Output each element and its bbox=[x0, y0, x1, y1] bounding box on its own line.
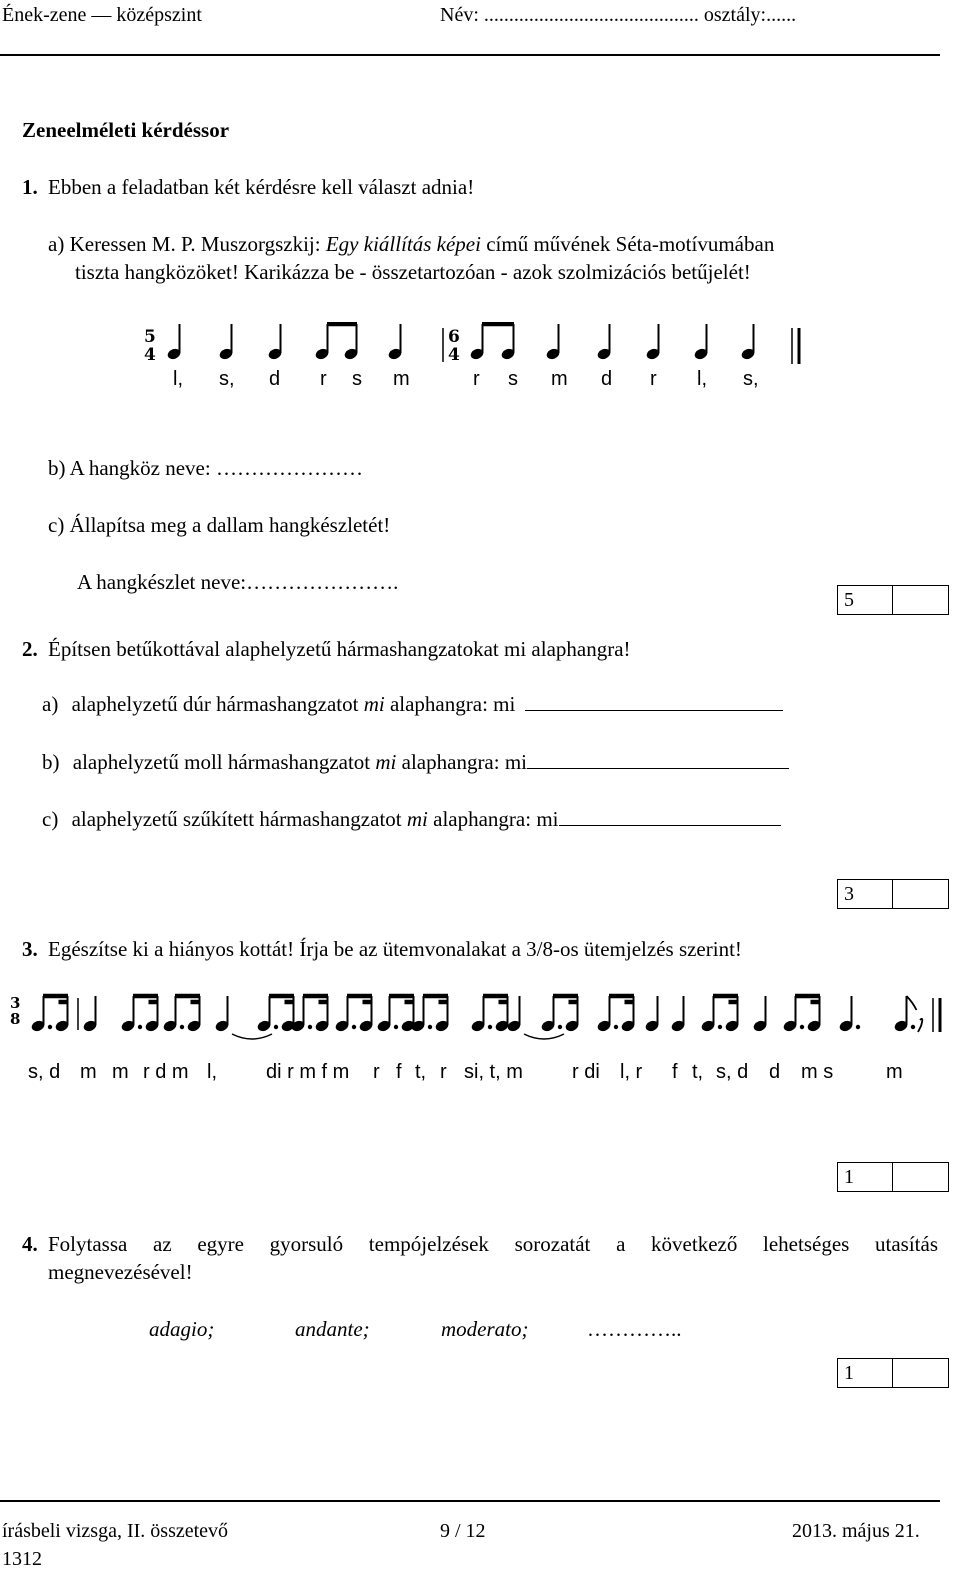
solfege-syllable: t, bbox=[692, 1061, 704, 1083]
eighth-note bbox=[670, 996, 686, 1033]
dotted-eighth-note bbox=[376, 996, 398, 1033]
q2-text: Építsen betűkottával alaphelyzetű hármashangzatokat mi alaphangra! bbox=[48, 637, 631, 661]
solfege-syllable: s, d bbox=[716, 1061, 749, 1083]
quarter-note bbox=[645, 324, 661, 361]
q2a-italic: mi bbox=[363, 692, 385, 716]
q1-timesig2-top: 6 bbox=[448, 327, 460, 347]
score-max-q4: 1 bbox=[838, 1359, 893, 1387]
dotted-eighth-note bbox=[334, 996, 356, 1033]
q3-text: Egészítse ki a hiányos kottát! Írja be az ütemvonalakat a 3/8-os ütemjelzés szerint! bbox=[48, 937, 742, 961]
q1a-work-title: Egy kiállítás képei bbox=[325, 232, 481, 256]
quarter-note bbox=[752, 996, 768, 1033]
score-entry-q1[interactable] bbox=[893, 586, 948, 614]
dotted-eighth-note bbox=[120, 996, 142, 1033]
dotted-eighth-note bbox=[30, 996, 52, 1033]
solfege-syllable[interactable]: s bbox=[352, 368, 362, 390]
solfege-syllable: si, t, m bbox=[464, 1061, 523, 1083]
q1c-dots: …………………. bbox=[246, 570, 399, 594]
q4-text-line1: Folytassa az egyre gyorsuló tempójelzések sorozatát a következő lehetséges utasítás bbox=[48, 1232, 938, 1256]
solfege-syllable[interactable]: r bbox=[650, 368, 657, 390]
q1b-text: b) A hangköz neve: bbox=[48, 456, 216, 480]
quarter-note bbox=[740, 324, 756, 361]
footer-code: 1312 bbox=[2, 1548, 42, 1570]
q1a-line2: tiszta hangközöket! Karikázza be - összetartozóan - azok szolmizációs betűjelét! bbox=[75, 260, 751, 284]
q1a-line1 bbox=[48, 232, 774, 257]
q3-number: 3. bbox=[22, 937, 38, 961]
tie bbox=[524, 1034, 564, 1039]
q2c-answer-line[interactable] bbox=[559, 807, 781, 826]
score-entry-q2[interactable] bbox=[893, 880, 948, 908]
q2c-label: c) bbox=[42, 807, 59, 831]
score-max-q1: 5 bbox=[838, 586, 893, 614]
q2b-answer-line[interactable] bbox=[527, 750, 789, 769]
q1b-dots: ………………… bbox=[215, 456, 363, 480]
q2-number: 2. bbox=[22, 637, 38, 661]
dotted-eighth-note bbox=[893, 996, 916, 1033]
solfege-syllable[interactable]: d bbox=[601, 368, 613, 390]
solfege-syllable: r bbox=[373, 1061, 380, 1083]
quarter-note bbox=[545, 324, 561, 361]
footer-right: 2013. május 21. bbox=[792, 1520, 920, 1542]
q4-tempo-2: andante; bbox=[295, 1317, 370, 1341]
q2a-pre: alaphelyzetű dúr hármashangzatot bbox=[71, 692, 364, 716]
q2c-pre: alaphelyzetű szűkített hármashangzatot bbox=[71, 807, 407, 831]
eighth-note bbox=[314, 324, 330, 361]
solfege-syllable: l, r bbox=[620, 1061, 643, 1083]
score-box-q3 bbox=[837, 1162, 949, 1192]
q2c-italic: mi bbox=[406, 807, 428, 831]
score-box-q2 bbox=[837, 879, 949, 909]
q2a-answer-line[interactable] bbox=[525, 692, 783, 711]
eighth-note bbox=[644, 996, 660, 1033]
q4-number: 4. bbox=[22, 1232, 38, 1256]
score-max-q2: 3 bbox=[838, 880, 893, 908]
eighth-note bbox=[469, 324, 485, 361]
dotted-eighth-note bbox=[256, 996, 278, 1033]
dotted-eighth-note bbox=[162, 996, 184, 1033]
q1-timesig2-bottom: 4 bbox=[448, 345, 460, 365]
quarter-note bbox=[166, 324, 182, 361]
dotted-quarter-note bbox=[838, 996, 860, 1033]
solfege-syllable: m bbox=[112, 1061, 129, 1083]
eighth-note bbox=[500, 324, 516, 361]
solfege-syllable[interactable]: s bbox=[508, 368, 518, 390]
q4-answer-dots[interactable]: ………….. bbox=[587, 1317, 682, 1341]
quarter-note bbox=[693, 324, 709, 361]
q1c-sub: A hangkészlet neve: bbox=[77, 570, 247, 594]
solfege-syllable[interactable]: m bbox=[551, 368, 568, 390]
quarter-note bbox=[82, 996, 98, 1033]
q2a-post: alaphangra: mi bbox=[384, 692, 516, 716]
eighth-note bbox=[214, 996, 230, 1033]
solfege-syllable[interactable]: d bbox=[269, 368, 281, 390]
q1c-text: c) Állapítsa meg a dallam hangkészletét! bbox=[48, 513, 391, 537]
eighth-note bbox=[343, 324, 359, 361]
q1a-label: a) bbox=[48, 232, 65, 256]
header-left: Ének-zene — középszint bbox=[2, 4, 202, 26]
footer-rule bbox=[0, 1500, 940, 1502]
dotted-eighth-note bbox=[540, 996, 562, 1033]
solfege-syllable: r di bbox=[572, 1061, 600, 1083]
solfege-syllable: m s bbox=[801, 1061, 834, 1083]
q1-timesig1-bottom: 4 bbox=[144, 345, 156, 365]
solfege-syllable: f bbox=[672, 1061, 678, 1083]
solfege-syllable: r d m bbox=[143, 1061, 189, 1083]
q2a-label: a) bbox=[42, 692, 59, 716]
solfege-syllable[interactable]: l, bbox=[173, 368, 183, 390]
score-box-q1 bbox=[837, 585, 949, 615]
q3-melody-staff bbox=[8, 990, 948, 1044]
score-entry-q3[interactable] bbox=[893, 1163, 948, 1191]
section-title: Zeneelméleti kérdéssor bbox=[22, 118, 230, 142]
q1-text: Ebben a feladatban két kérdésre kell választ adnia! bbox=[48, 175, 475, 199]
rest-icon bbox=[918, 1019, 922, 1032]
q2b-label: b) bbox=[42, 750, 60, 774]
quarter-note bbox=[218, 324, 234, 361]
header-rule bbox=[0, 54, 940, 56]
quarter-note bbox=[387, 324, 403, 361]
q2b-pre: alaphelyzetű moll hármashangzatot bbox=[72, 750, 376, 774]
solfege-syllable[interactable]: r bbox=[320, 368, 327, 390]
q1-timesig1-top: 5 bbox=[144, 327, 156, 347]
quarter-note bbox=[596, 324, 612, 361]
quarter-note bbox=[267, 324, 283, 361]
solfege-syllable[interactable]: m bbox=[393, 368, 410, 390]
tie bbox=[232, 1034, 272, 1039]
score-entry-q4[interactable] bbox=[893, 1359, 948, 1387]
solfege-syllable: di r m f m bbox=[266, 1061, 350, 1083]
solfege-syllable: m bbox=[80, 1061, 97, 1083]
q1a-post: című művének Séta-motívumában bbox=[480, 232, 775, 256]
solfege-syllable: f bbox=[396, 1061, 402, 1083]
solfege-syllable: s, d bbox=[28, 1061, 61, 1083]
q3-timesig-top: 3 bbox=[10, 994, 21, 1012]
q1-number: 1. bbox=[22, 175, 38, 199]
solfege-syllable: t, bbox=[415, 1061, 427, 1083]
q4-tempo-1: adagio; bbox=[149, 1317, 215, 1341]
footer-left: írásbeli vizsga, II. összetevő bbox=[2, 1520, 229, 1542]
dotted-eighth-note bbox=[700, 996, 722, 1033]
q1c-sub-line bbox=[77, 570, 398, 595]
q2b-post: alaphangra: mi bbox=[396, 750, 528, 774]
dotted-eighth-note bbox=[596, 996, 618, 1033]
q1b-line bbox=[48, 456, 363, 481]
solfege-syllable: d bbox=[769, 1061, 781, 1083]
q3-solfege-row bbox=[0, 1061, 960, 1089]
q1-solfege-row bbox=[140, 368, 820, 396]
score-box-q4 bbox=[837, 1358, 949, 1388]
q2c-post: alaphangra: mi bbox=[427, 807, 559, 831]
q4-tempo-3: moderato; bbox=[441, 1317, 529, 1341]
q4-text-line2: megnevezésével! bbox=[48, 1260, 193, 1284]
q3-timesig-bottom: 8 bbox=[10, 1010, 21, 1028]
score-max-q3: 1 bbox=[838, 1163, 893, 1191]
dotted-eighth-note bbox=[782, 996, 804, 1033]
dotted-eighth-note bbox=[470, 996, 492, 1033]
solfege-syllable[interactable]: l, bbox=[697, 368, 707, 390]
solfege-syllable[interactable]: s, bbox=[743, 368, 759, 390]
q2b-line bbox=[42, 750, 789, 775]
footer-center: 9 / 12 bbox=[440, 1520, 486, 1542]
solfege-syllable[interactable]: s, bbox=[219, 368, 235, 390]
solfege-syllable[interactable]: r bbox=[473, 368, 480, 390]
solfege-syllable: m bbox=[886, 1061, 903, 1083]
q2b-italic: mi bbox=[375, 750, 397, 774]
q2c-line bbox=[42, 807, 781, 832]
header-right: Név: ........................................... osztály:...... bbox=[440, 4, 797, 26]
q2a-line bbox=[42, 692, 783, 717]
solfege-syllable: l, bbox=[207, 1061, 217, 1083]
q1a-pre: Keressen M. P. Muszorgszkij: bbox=[69, 232, 326, 256]
solfege-syllable: r bbox=[440, 1061, 447, 1083]
eighth-note bbox=[506, 996, 522, 1033]
